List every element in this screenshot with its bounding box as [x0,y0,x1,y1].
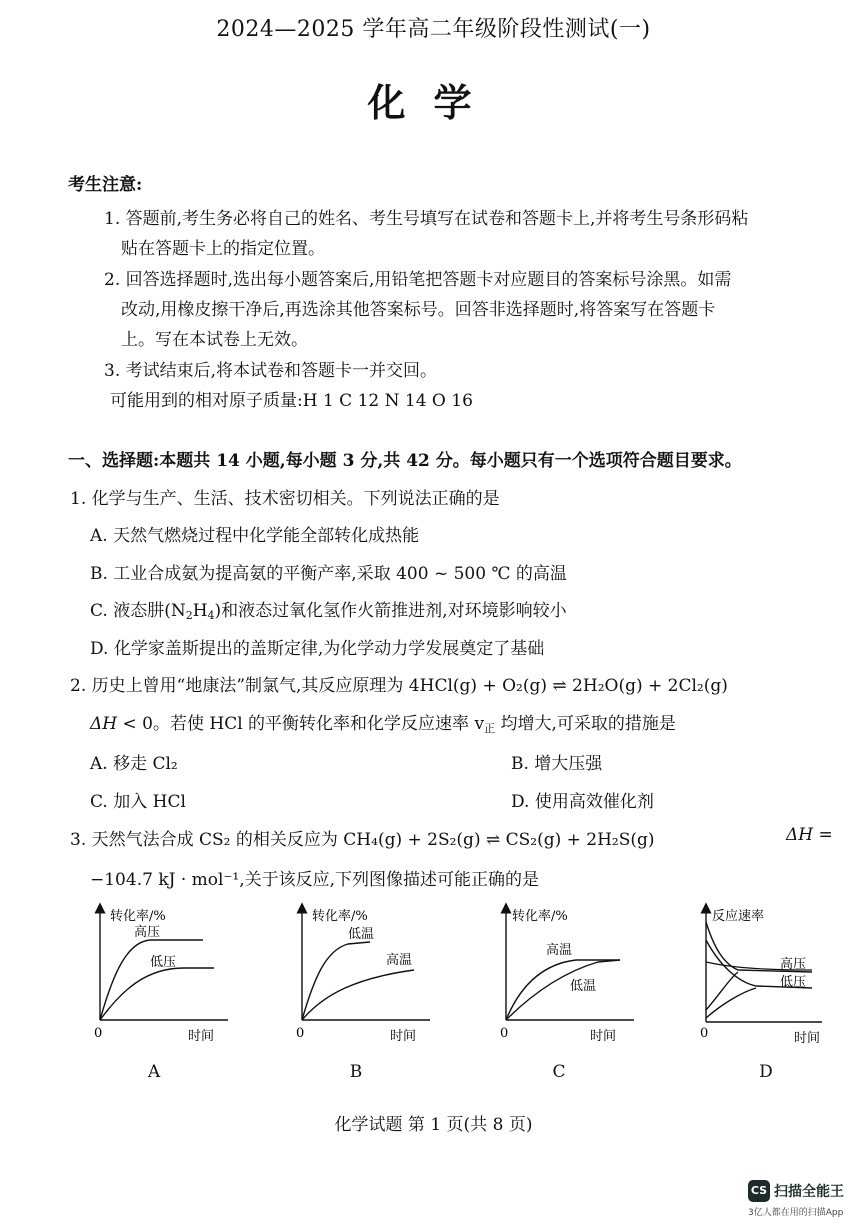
graph-a-ylabel: 转化率/% [110,909,166,924]
graph-a-letter: A [147,1062,161,1082]
graph-a-xlabel: 时间 [188,1029,215,1044]
graph-c-letter: C [552,1062,566,1082]
graph-d-letter: D [759,1062,773,1082]
graph-c-label-upper: 高温 [546,943,573,958]
graph-a-curve-lower [100,968,214,1020]
graph-a-curve-upper [100,940,203,1020]
q2-option-d: D. 使用高效催化剂 [511,792,654,812]
notice-item-1: 1. 答题前,考生务必将自己的姓名、考生号填写在试卷和答题卡上,并将考生号条形码粘 [104,209,749,229]
graph-a-label-lower: 低压 [150,955,177,970]
graph-c-ylabel: 转化率/% [512,909,568,924]
graph-d-curve-high-reverse [706,972,738,1010]
graph-c [494,900,664,1060]
notice-item-1-cont: 贴在答题卡上的指定位置。 [121,239,325,259]
graph-d-label-lower: 低压 [780,975,807,990]
q2-line2 [90,709,676,736]
graph-c-origin: 0 [500,1026,509,1041]
notice-item-2: 2. 回答选择题时,选出每小题答案后,用铅笔把答题卡对应题目的答案标号涂黑。如需 [104,270,732,290]
graph-b-ylabel: 转化率/% [312,909,368,924]
graph-a-origin: 0 [94,1026,103,1041]
graph-b-origin: 0 [296,1026,305,1041]
q3-line1: 3. 天然气法合成 CS₂ 的相关反应为 CH₄(g) + 2S₂(g) ⇌ CS₂(g) + 2H₂S(g) [70,830,655,850]
q3-line2: −104.7 kJ · mol⁻¹,关于该反应,下列图像描述可能正确的是 [90,870,540,890]
scanner-logo-icon: CS [748,1180,770,1202]
q2-line1: 2. 历史上曾用“地康法”制氯气,其反应原理为 4HCl(g) + O₂(g) ⇌ 2H₂O(g) + 2Cl₂(g) [70,676,728,696]
graph-b-label-upper: 低温 [348,927,375,942]
graph-d-origin: 0 [700,1026,709,1041]
exam-title: 2024—2025 学年高二年级阶段性测试(一) [216,17,651,42]
graph-c-label-lower: 低温 [570,979,597,994]
notice-item-3: 3. 考试结束后,将本试卷和答题卡一并交回。 [104,361,438,381]
graph-c-xlabel: 时间 [590,1029,617,1044]
notice-item-2-cont: 改动,用橡皮擦干净后,再选涂其他答案标号。回答非选择题时,将答案写在答题卡 [121,300,716,320]
q1-c-mid: H [192,601,208,621]
q1-stem: 1. 化学与生产、生活、技术密切相关。下列说法正确的是 [70,489,500,509]
q2-line2-end: 均增大,可采取的措施是 [495,714,676,734]
q1-c-pre: C. 液态肼(N [90,601,186,621]
scanner-app-name: 扫描全能王 [774,1184,844,1200]
q2-option-b: B. 增大压强 [511,754,603,774]
notice-item-2-cont2: 上。写在本试卷上无效。 [121,330,308,350]
q1-option-d: D. 化学家盖斯提出的盖斯定律,为化学动力学发展奠定了基础 [90,639,545,659]
graph-b [290,900,460,1060]
graph-b-xlabel: 时间 [390,1029,417,1044]
graph-c-curve-upper [506,960,620,1020]
q1-option-b: B. 工业合成氨为提高氨的平衡产率,采取 400 ~ 500 ℃ 的高温 [90,564,567,584]
graph-d [694,900,864,1060]
q1-option-a: A. 天然气燃烧过程中化学能全部转化成热能 [90,526,420,546]
q1-c-post: )和液态过氧化氢作火箭推进剂,对环境影响较小 [214,601,567,621]
q2-option-c: C. 加入 HCl [90,792,186,812]
graph-d-ylabel: 反应速率 [712,909,765,924]
graph-d-label-upper: 高压 [780,957,807,972]
scanner-watermark [748,1178,860,1218]
graph-b-curve-lower [302,970,414,1020]
subject-title: 化学 [367,80,500,125]
atomic-masses: 可能用到的相对原子质量:H 1 C 12 N 14 O 16 [110,391,473,411]
q3-delta-h: ΔH = [786,825,833,845]
q1-option-c [90,596,567,622]
q2-option-a: A. 移走 Cl₂ [90,754,178,774]
graph-b-letter: B [349,1062,363,1082]
graph-a-label-upper: 高压 [134,925,161,940]
q1-c-sub1: 2 [185,609,193,622]
graph-b-curve-upper [302,942,370,1020]
notice-heading: 考生注意: [68,175,143,195]
q2-v-sub: 正 [484,722,496,735]
q1-c-sub2: 4 [207,609,215,622]
graph-d-curve-low-reverse [706,988,756,1018]
graph-d-xlabel: 时间 [794,1031,821,1046]
section-heading: 一、选择题:本题共 14 小题,每小题 3 分,共 42 分。每小题只有一个选项符合题目要求。 [68,451,742,471]
page-footer: 化学试题 第 1 页(共 8 页) [334,1115,533,1135]
scanner-tagline: 3亿人都在用的扫描App [748,1208,844,1218]
q2-delta-h: ΔH [90,714,118,734]
graph-a [88,900,258,1060]
q2-line2-rest: < 0。若使 HCl 的平衡转化率和化学反应速率 v [117,714,485,734]
graph-b-label-lower: 高温 [386,953,413,968]
